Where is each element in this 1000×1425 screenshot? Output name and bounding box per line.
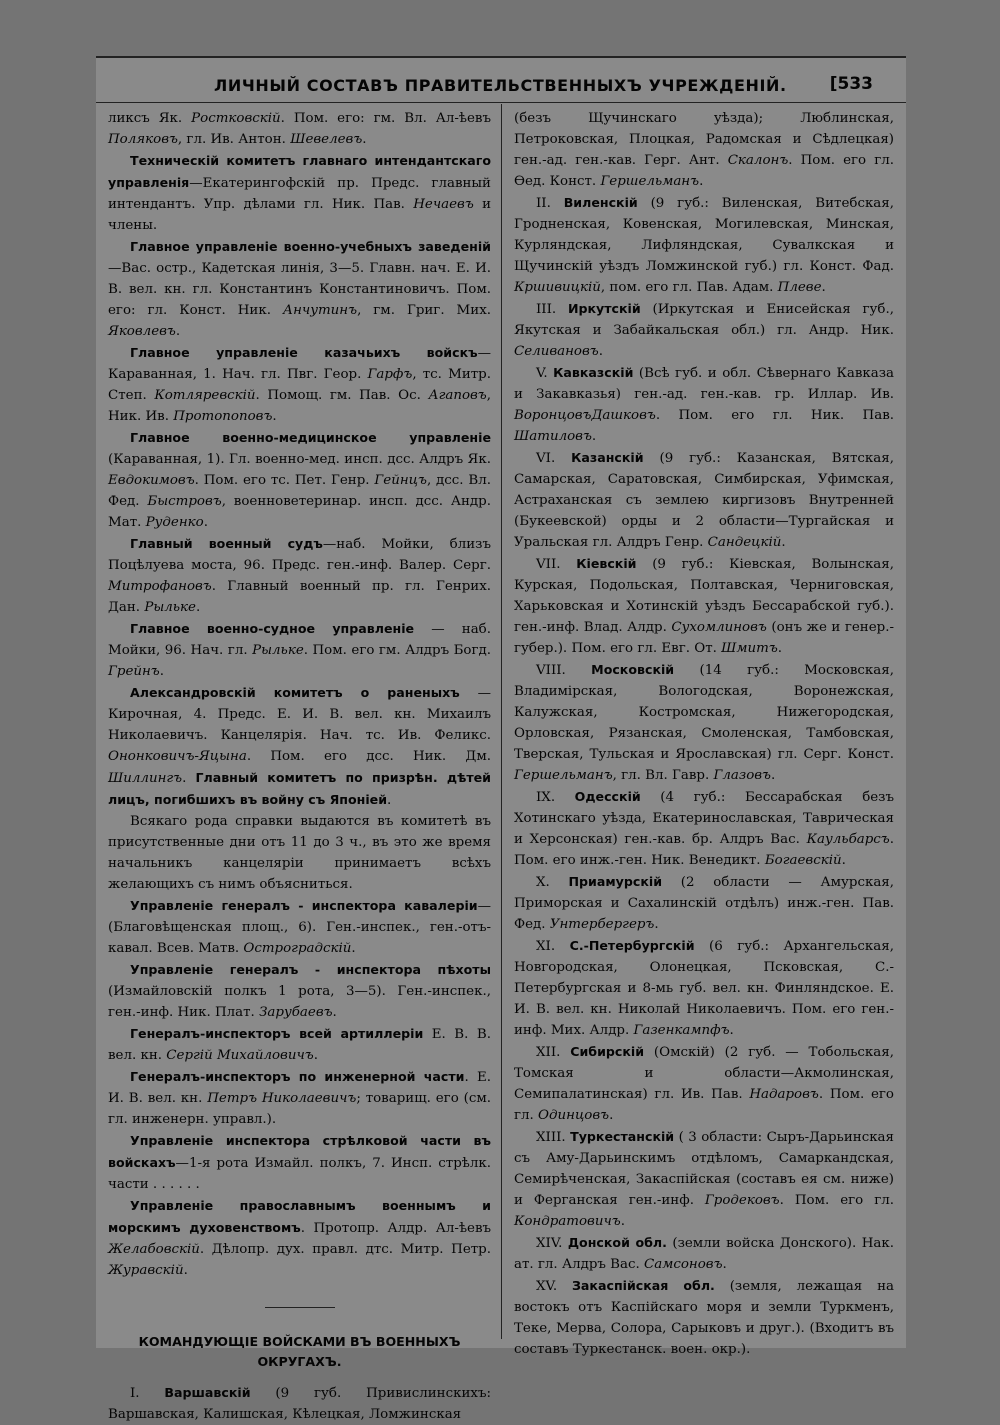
person-name: Унтербергеръ (549, 917, 655, 932)
paragraph (514, 447, 894, 553)
paragraph (108, 1130, 491, 1195)
entry-heading: Закаспійская обл. (571, 1278, 715, 1293)
entry-heading: Одесскій (574, 789, 641, 804)
text-run: . Дѣлопр. дух. правл. дтс. Митр. Петр. (199, 1242, 491, 1257)
text-run: VIII. (536, 663, 592, 678)
person-name: Руденко (145, 515, 204, 530)
person-name: Котляревскій (154, 388, 256, 403)
person-name: Сандецкій (707, 535, 782, 550)
column-divider (501, 104, 502, 1339)
text-run: VII. (536, 557, 577, 572)
text-run: . (841, 853, 846, 868)
text-run: (9 губ.: Виленская, Витебская, Гродненская, Ковенская, Могилевская, Минская, Курляндская, Лифляндская, Сувалкская и Щучинскій уѣздъ Ломжинской губ.) гл. Конст. Фад. (514, 196, 894, 274)
person-name: Журавскій (108, 1263, 184, 1278)
person-name: Гродековъ (704, 1193, 780, 1208)
person-name: Шмитъ (721, 641, 778, 656)
paragraph (514, 786, 894, 871)
person-name: Рыльке (252, 643, 304, 658)
paragraph (108, 1066, 491, 1130)
text-run: IX. (536, 790, 575, 805)
entry-heading: Казанскій (571, 450, 644, 465)
entry-heading: Приамурскій (568, 874, 663, 889)
paragraph (108, 1195, 491, 1281)
text-run: , дсс. Вл. Фед. (108, 473, 492, 509)
text-run: . (609, 1108, 614, 1123)
person-name: Надаровъ (749, 1087, 819, 1102)
text-run: . Е. И. В. вел. кн. (108, 1070, 491, 1106)
text-run: . (777, 641, 783, 656)
paragraph (514, 871, 894, 935)
text-run: . (598, 344, 603, 359)
person-name: Желабовскій (108, 1242, 200, 1257)
left-paragraphs (108, 108, 491, 1281)
person-name: Поляковъ (108, 132, 178, 147)
entry-heading: Управленіе инспектора стрѣлковой части въ войскахъ (108, 1133, 491, 1170)
text-run: XIII. (536, 1130, 571, 1145)
text-run: , гл. Ив. Антон. (177, 132, 291, 147)
person-name: Остроградскій (243, 941, 352, 956)
text-run: VI. (536, 451, 572, 466)
section-divider (265, 1307, 335, 1308)
paragraph (514, 935, 894, 1041)
person-name: Газенкампфъ (633, 1023, 730, 1038)
paragraph (108, 618, 491, 682)
text-run: (Измайловскій полкъ 1 рота, 3—5). Ген.-инспек., ген.-инф. Ник. Плат. (108, 984, 491, 1020)
text-run: . (729, 1023, 734, 1038)
paragraph (108, 427, 491, 533)
text-run: X. (536, 875, 569, 890)
paragraph (514, 1041, 894, 1126)
person-name: Ростковскій (191, 111, 281, 126)
entry-heading: Генералъ-инспекторъ по инженерной части (130, 1069, 465, 1084)
entry-heading: Туркестанскій (570, 1129, 675, 1144)
paragraph (108, 1382, 491, 1425)
text-run: . (591, 429, 597, 444)
person-name: Сергій Михайловичъ (166, 1048, 314, 1063)
text-run: . (313, 1048, 318, 1063)
entry-heading: Техническій комитетъ главнаго интендантскаго управленія (108, 153, 491, 190)
entry-heading: Управленіе православнымъ военнымъ и морскимъ духовенствомъ (108, 1198, 491, 1235)
text-run: I. (130, 1386, 165, 1401)
entry-heading: Управленіе генералъ - инспектора пѣхоты (130, 962, 491, 977)
person-name: Сухомлиновъ (671, 620, 767, 635)
person-name: Гейнцъ (374, 473, 427, 488)
text-run: —1-я рота Измайл. полкъ, 7. Инсп. стрѣлк. части . . . . . . (108, 1156, 491, 1192)
text-run: (4 губ.: Бессарабская безъ Хотинскаго уѣзда, Екатеринославская, Таврическая и Херсонская) ген.-кав. бр. Алдръ Вас. (514, 790, 894, 847)
paragraph (514, 553, 894, 659)
text-run: . Пом. его гл. Өед. Конст. (514, 153, 894, 189)
person-name: Каульбарсъ (806, 832, 890, 847)
person-name: Скалонъ (727, 153, 789, 168)
text-run: . Пом. его дсс. Ник. Дм. (246, 749, 491, 764)
text-run: (9 губ.: Кіевская, Волынская, Курская, Подольская, Полтавская, Черниговская, Харьковская и Хотинскій уѣздъ Бессарабской губ.). ген.-инф. Влад. Алдр. (514, 557, 894, 635)
person-name: Гершельманъ (514, 768, 613, 783)
text-run: . (699, 174, 704, 189)
paragraph (514, 1232, 894, 1275)
text-run: — наб. Мойки, 96. Нач. гл. (108, 622, 491, 658)
text-run: —Караванная, 1. Нач. гл. Пвг. Геор. (108, 346, 491, 382)
entry-heading: Главное военно-судное управленіе (130, 621, 415, 636)
person-name: Рыльке (144, 600, 196, 615)
text-run: III. (536, 302, 568, 317)
page-number: [533 (829, 74, 873, 94)
entry-heading: Кіевскій (576, 556, 637, 571)
text-run: XI. (536, 939, 570, 954)
paragraph (108, 811, 491, 895)
entry-heading: Главное управленіе военно-учебныхъ заведеній (130, 239, 491, 254)
text-run: . (722, 1257, 727, 1272)
person-name: Гарфъ (367, 367, 413, 382)
text-run: Всякаго рода справки выдаются въ комитетѣ въ присутственные дни отъ 11 до 3 ч., въ это же время начальникъ канцеляріи принимаетъ всѣхъ желающихъ съ нимъ объясниться. (108, 814, 491, 892)
text-run: ( 3 области: Сыръ-Дарьинская съ Аму-Дарьинскимъ отдѣломъ, Самаркандская, Семирѣченская, Закаспійская (составъ ея см. ниже) и Ферганская ген.-инф. (514, 1130, 894, 1208)
text-run: . (183, 1263, 188, 1278)
entry-heading: Главный военный судъ (130, 536, 323, 551)
paragraph (514, 659, 894, 786)
person-name: Шатиловъ (514, 429, 592, 444)
text-run: . Пом. его гл. (779, 1193, 894, 1208)
person-name: Гершельманъ (600, 174, 700, 189)
text-run: . Пом. его гл. (514, 1087, 894, 1123)
paragraph (108, 533, 491, 618)
text-run: . (821, 280, 826, 295)
text-run: —Екатерингофскій пр. Предс. главный интендантъ. Упр. дѣлами гл. Ник. Пав. (108, 176, 491, 212)
document-page (96, 56, 906, 1422)
paragraph (108, 959, 491, 1023)
left-after-section (108, 1382, 491, 1425)
text-run: XII. (536, 1045, 571, 1060)
text-run: , тс. Митр. Степ. (108, 367, 491, 403)
text-run: . (362, 132, 367, 147)
text-run: —(Благовѣщенская площ., 6). Ген.-инспек., ген.-отъ-кавал. Всев. Матв. (108, 899, 491, 956)
paragraph (108, 236, 491, 342)
person-name: Шевелевъ (290, 132, 363, 147)
paragraph (514, 108, 894, 192)
person-name: Анчутинъ (282, 303, 358, 318)
entry-heading: Главное управленіе казачьихъ войскъ (130, 345, 478, 360)
text-run: . Пом. его гм. Алдръ Богд. (303, 643, 492, 658)
entry-heading: С.-Петербургскій (569, 938, 695, 953)
text-run: . (203, 515, 208, 530)
paragraph (514, 362, 894, 447)
right-column (514, 108, 895, 1357)
text-run: . (351, 941, 356, 956)
text-run: . (332, 1005, 337, 1020)
text-run: XV. (536, 1279, 572, 1294)
text-run: , военноветеринар. инсп. дсс. Андр. Мат. (108, 494, 491, 530)
paragraph (514, 298, 894, 362)
paragraph (108, 1023, 491, 1066)
text-run: . Пом. его тс. Пет. Генр. (194, 473, 375, 488)
entry-heading: Александровскій комитетъ о раненыхъ (130, 685, 460, 700)
person-name: Богаевскій (764, 853, 842, 868)
entry-heading: Главный комитетъ по призрѣн. дѣтей лицъ, погибшихъ въ войну съ Японіей (108, 770, 491, 807)
text-run: XIV. (536, 1236, 568, 1251)
left-column (108, 108, 492, 1422)
entry-heading: Варшавскій (164, 1385, 251, 1400)
text-run: —Вас. остр., Кадетская линія, 3—5. Главн. нач. Е. И. В. вел. кн. гл. Константинъ Константиновичъ. Пом. его: гл. Конст. Ник. (108, 261, 491, 318)
text-run: ликсъ Як. (108, 111, 192, 126)
text-run: и члены. (108, 197, 491, 233)
person-name: Зарубаевъ (259, 1005, 333, 1020)
text-run: (2 области — Амурская, Приморская и Сахалинскій отдѣлъ) инж.-ген. Пав. Фед. (514, 875, 895, 932)
entry-heading: Виленскій (563, 195, 638, 210)
text-run: , гм. Григ. Мих. (357, 303, 491, 318)
person-name: Шиллингъ (108, 771, 183, 786)
entry-heading: Сибирскій (570, 1044, 645, 1059)
person-name: Быстровъ (147, 494, 222, 509)
text-run: Е. В. В. вел. кн. (108, 1027, 491, 1063)
person-name: Ононковичъ-Яцына (108, 749, 247, 764)
person-name: Самсоновъ (644, 1257, 723, 1272)
text-run: . Пом. его: гм. Вл. Ал-ѣевъ (280, 111, 491, 126)
entry-heading: Иркутскій (567, 301, 641, 316)
text-run: . (175, 324, 181, 339)
paragraph (108, 895, 491, 959)
person-name: Митрофановъ (108, 579, 212, 594)
right-paragraphs (514, 108, 894, 1360)
text-run: , гл. Вл. Гавр. (612, 768, 714, 783)
person-name: ВоронцовъДашковъ (514, 408, 656, 423)
text-run: . Протопр. Алдр. Ал-ѣевъ (300, 1221, 492, 1236)
text-run: (земли войска Донского). Нак. ат. гл. Алдръ Вас. (514, 1236, 894, 1272)
text-run: (Омскій) (2 губ. — Тобольская, Томская и области—Акмолинская, Семипалатинская) гл. Ив. Пав. (514, 1045, 894, 1102)
text-run: . Помощ. гм. Пав. Ос. (255, 388, 429, 403)
entry-heading: Главное военно-медицинское управленіе (130, 430, 491, 445)
text-run: (9 губ.: Казанская, Вятская, Самарская, Саратовская, Симбирская, Уфимская, Астраханская съ землею киргизовъ Внутренней (Букеевской) орды и 2 области—Тургайская и Уральская гл. Алдръ Генр. (514, 451, 894, 550)
person-name: Агаповъ (428, 388, 487, 403)
text-run: . (654, 917, 659, 932)
text-run: V. (536, 366, 554, 381)
text-run: (онъ же и генер.-губер.). Пом. его гл. Евг. От. (514, 620, 894, 656)
person-name: Глазовъ (713, 768, 771, 783)
text-run: (6 губ.: Архангельская, Новгородская, Олонецкая, Псковская, С.-Петербургская и 8-мь губ. вел. кн. Финляндское. Е. И. В. вел. кн. Николай Николаевичъ. Пом. его ген.-инф. Мих. Алдр. (514, 939, 894, 1038)
entry-heading: Кавказскій (553, 365, 634, 380)
text-run: . (387, 793, 392, 808)
person-name: Нечаевъ (413, 197, 474, 212)
header-title: ЛИЧНЫЙ СОСТАВЪ ПРАВИТЕЛЬСТВЕННЫХЪ УЧРЕЖДЕНІЙ. (214, 76, 787, 95)
entry-heading: Донской обл. (567, 1235, 667, 1250)
person-name: Протопоповъ (173, 409, 273, 424)
paragraph (108, 108, 491, 150)
person-name: Яковлевъ (108, 324, 176, 339)
text-run: . (620, 1214, 625, 1229)
entry-heading: Генералъ-инспекторъ всей артиллеріи (130, 1026, 424, 1041)
person-name: Одинцовъ (538, 1108, 610, 1123)
section-title: КОМАНДУЮЩІЕ ВОЙСКАМИ ВЪ ВОЕННЫХЪ ОКРУГАХЪ. (138, 1334, 461, 1369)
paragraph (108, 682, 491, 811)
text-run: . (272, 409, 277, 424)
text-run: . (781, 535, 786, 550)
paragraph (514, 192, 894, 298)
person-name: Петръ Николаевичъ (207, 1091, 357, 1106)
entry-heading: Московскій (591, 662, 675, 677)
person-name: Плеве (777, 280, 822, 295)
text-run: II. (536, 196, 564, 211)
entry-heading: Управленіе генералъ - инспектора кавалеріи (130, 898, 478, 913)
text-run: . Главный военный пр. гл. Генрих. Дан. (108, 579, 491, 615)
text-run: (земля, лежащая на востокъ отъ Каспійскаго моря и земли Туркменъ, Теке, Мерва, Солора, Сарыковъ и друг.). (Входитъ въ составъ Туркестанск. воен. окр.). (514, 1279, 895, 1357)
text-run: (Всѣ губ. и обл. Сѣвернаго Кавказа и Закавказья) ген.-ад. ген.-кав. гр. Иллар. Ив. (514, 366, 894, 402)
running-header (96, 68, 906, 103)
text-run: . (195, 600, 201, 615)
text-run: , пом. его гл. Пав. Адам. (600, 280, 778, 295)
paragraph (108, 342, 491, 427)
text-run: . Пом. его гл. Ник. Пав. (655, 408, 894, 423)
text-run: (Караванная, 1). Гл. военно-мед. инсп. дсс. Алдръ Як. (108, 452, 491, 467)
text-run: ; товарищ. его (см. гл. инженерн. управл.). (108, 1091, 491, 1127)
person-name: Селивановъ (514, 344, 599, 359)
text-run: — Кирочная, 4. Предс. Е. И. В. вел. кн. Михаилъ Николаевичъ. Канцелярія. Нач. тс. Ив. Феликс. (108, 686, 491, 743)
person-name: Кондратовичъ (514, 1214, 621, 1229)
text-run: —наб. Мойки, близъ Поцѣлуева моста, 96. Предс. ген.-инф. Валер. Серг. (108, 537, 491, 573)
text-run: (14 губ.: Московская, Владимірская, Вологодская, Воронежская, Калужская, Костромская, Нижегородская, Орловская, Рязанская, Смоленская, Тамбовская, Тверская, Тульская и Ярославская) гл. Серг. Конст. (514, 663, 894, 762)
text-run: . (770, 768, 776, 783)
text-run: (9 губ. Привислинскихъ: Варшавская, Калишская, Кѣлецкая, Ломжинская (108, 1386, 491, 1422)
text-run: (безъ Щучинскаго уѣзда); Люблинская, Петроковская, Плоцкая, Радомская и Сѣдлецкая) ген.-ад. ген.-кав. Герг. Ант. (514, 111, 894, 168)
person-name: Евдокимовъ (108, 473, 195, 488)
text-run: . Пом. его инж.-ген. Ник. Венедикт. (514, 832, 894, 868)
paragraph (514, 1275, 894, 1360)
person-name: Грейнъ (108, 664, 160, 679)
text-run: . (182, 771, 196, 786)
paragraph (514, 1126, 894, 1232)
text-run: (Иркутская и Енисейская губ., Якутская и Забайкальская обл.) гл. Андр. Ник. (514, 302, 895, 338)
text-run: , Ник. Ив. (108, 388, 491, 424)
text-run: . (159, 664, 164, 679)
person-name: Кршивицкій (514, 280, 601, 295)
paragraph (108, 150, 491, 236)
